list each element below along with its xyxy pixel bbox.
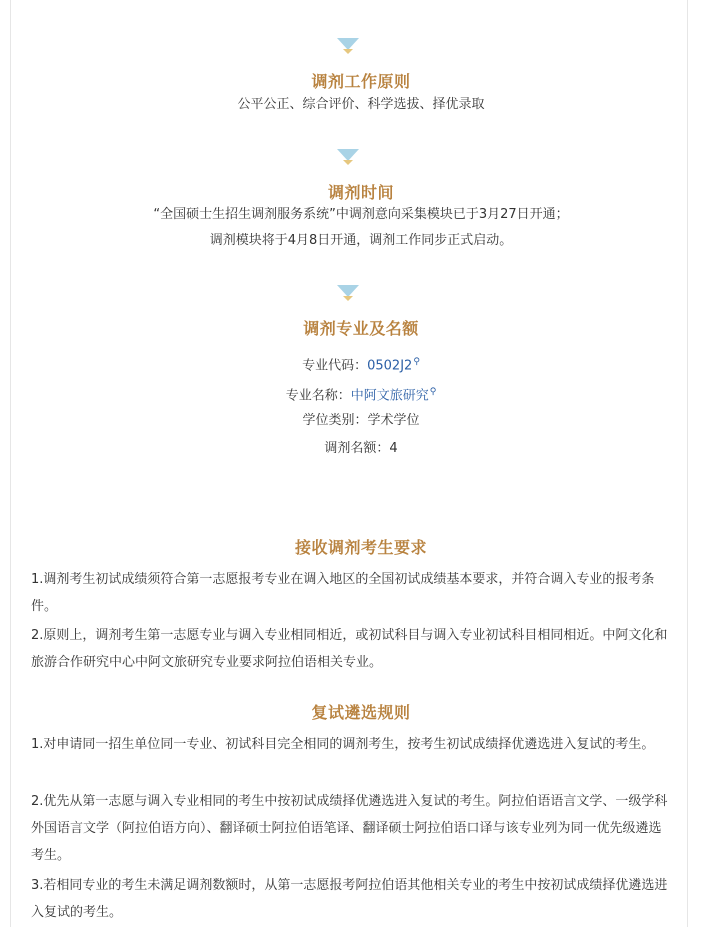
rules-paragraph-3: 3.若相同专业的考生未满足调剂数额时，从第一志愿报考阿拉伯语其他相关专业的考生中按初试成绩择优遴选进入复试的考生。 <box>31 878 668 920</box>
degree-row <box>0 411 722 431</box>
major-name-label: 专业名称： <box>285 388 351 404</box>
time-line-1: “全国硕士生招生调剂服务系统”中调剂意向采集模块已于3月27日开通； <box>153 207 569 222</box>
requirements-title: 接收调剂考生要求 <box>294 538 427 557</box>
quota-label: 调剂名额： <box>324 441 390 456</box>
quota-row <box>0 439 722 459</box>
requirements-paragraph-2: 2.原则上，调剂考生第一志愿专业与调入专业相同相近，或初试科目与调入专业初试科目相同相近。中阿文化和旅游合作研究中心中阿文旅研究专业要求阿拉伯语相关专业。 <box>31 628 668 670</box>
major-name-row <box>0 382 722 406</box>
degree-label: 学位类别： <box>302 413 368 428</box>
requirements-paragraph-1: 1.调剂考生初试成绩须符合第一志愿报考专业在调入地区的全国初试成绩基本要求，并符合调入专业的报考条件。 <box>31 572 655 614</box>
rules-title: 复试遴选规则 <box>311 703 411 722</box>
principle-text: 公平公正、综合评价、科学选拔、择优录取 <box>237 97 485 112</box>
major-code-label: 专业代码： <box>302 358 368 374</box>
down-triangle-icon <box>337 149 359 165</box>
search-icon[interactable]: ⚲ <box>429 387 437 397</box>
rules-paragraph-2: 2.优先从第一志愿与调入专业相同的考生中按初试成绩择优遴选进入复试的考生。阿拉伯语语言文学、一级学科外国语言文学（阿拉伯语方向）、翻译硕士阿拉伯语笔译、翻译硕士阿拉伯语口译与该专业列为同一优先级遴选考生。 <box>31 794 668 863</box>
time-line-2: 调剂模块将于4月8日开通，调剂工作同步正式启动。 <box>209 233 513 248</box>
rules-paragraph-1: 1.对申请同一招生单位同一专业、初试科目完全相同的调剂考生，按考生初试成绩择优遴选进入复试的考生。 <box>31 737 655 752</box>
search-icon[interactable]: ⚲ <box>413 357 420 367</box>
principle-title: 调剂工作原则 <box>311 72 411 91</box>
major-title: 调剂专业及名额 <box>303 319 419 338</box>
down-triangle-icon <box>337 38 359 54</box>
quota-value: 4 <box>389 441 398 456</box>
major-code-row <box>0 352 722 376</box>
time-title: 调剂时间 <box>327 183 394 202</box>
down-triangle-icon <box>337 285 359 301</box>
degree-value: 学术学位 <box>367 413 420 428</box>
major-name-link[interactable]: 中阿文旅研究 <box>350 388 429 404</box>
major-code-link[interactable]: 0502J2 <box>367 358 413 374</box>
